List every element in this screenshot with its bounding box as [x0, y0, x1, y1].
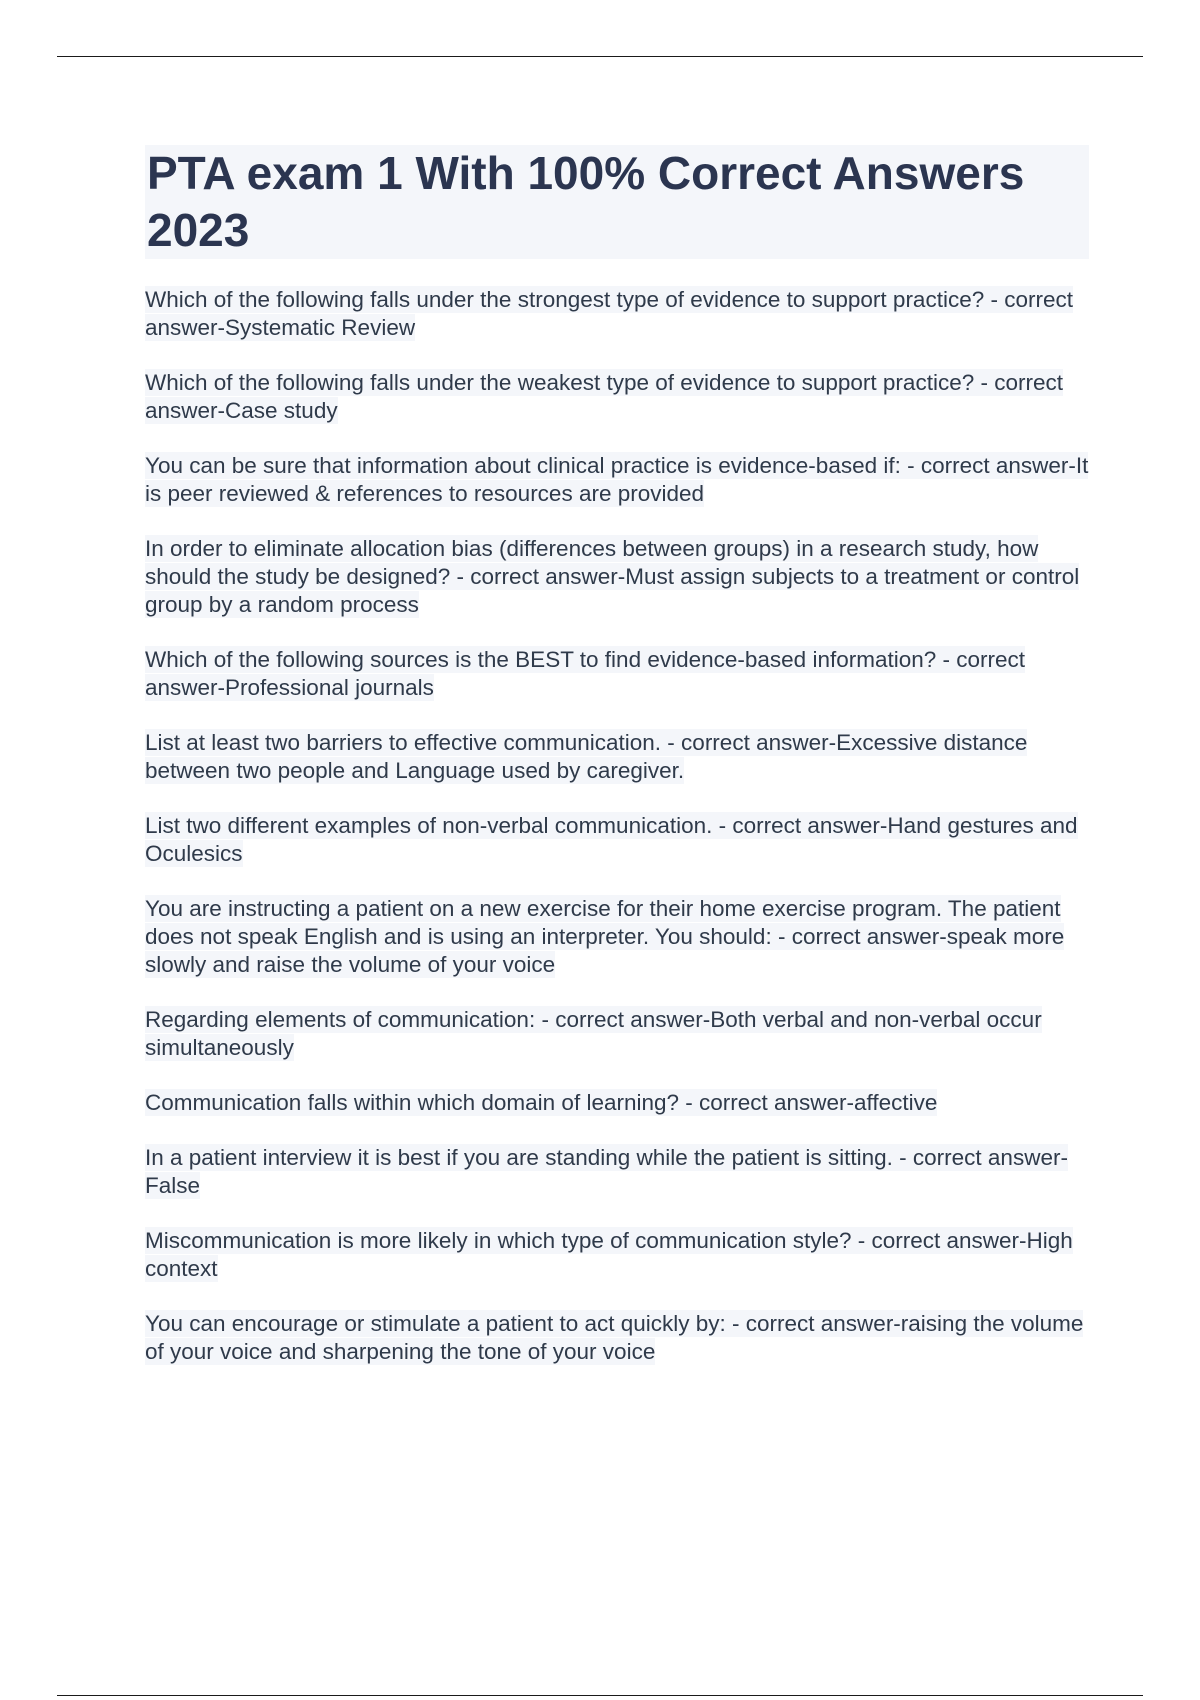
qa-item — [145, 369, 1095, 425]
qa-item-text: Regarding elements of communication: - correct answer-Both verbal and non-verbal occur simultaneously — [145, 1007, 1042, 1060]
qa-item-text: List two different examples of non-verbal communication. - correct answer-Hand gestures and Oculesics — [145, 813, 1078, 866]
qa-item — [145, 1227, 1095, 1283]
qa-item — [145, 812, 1095, 868]
qa-item — [145, 1310, 1095, 1366]
qa-item — [145, 535, 1095, 619]
qa-item — [145, 1144, 1095, 1200]
qa-item — [145, 895, 1095, 979]
qa-item — [145, 1006, 1095, 1062]
qa-item-text: You can encourage or stimulate a patient to act quickly by: - correct answer-raising the volume of your voice and sharpening the tone of your voice — [145, 1311, 1084, 1364]
qa-list — [145, 286, 1095, 1366]
bottom-rule — [57, 1695, 1143, 1696]
qa-item-text: You are instructing a patient on a new exercise for their home exercise program. The patient does not speak English and is using an interpreter. You should: - correct answer-speak more slowly and raise the volume of your voice — [145, 896, 1065, 977]
qa-item — [145, 646, 1095, 702]
document-body — [145, 145, 1095, 1393]
qa-item-text: In a patient interview it is best if you are standing while the patient is sitting. - correct answer-False — [145, 1145, 1068, 1198]
qa-item-text: List at least two barriers to effective communication. - correct answer-Excessive distance between two people and Language used by caregiver. — [145, 730, 1028, 783]
document-title: PTA exam 1 With 100% Correct Answers 2023 — [145, 145, 1089, 259]
qa-item-text: You can be sure that information about clinical practice is evidence-based if: - correct answer-It is peer reviewed & references to resources are provided — [145, 453, 1089, 506]
qa-item-text: Which of the following sources is the BEST to find evidence-based information? - correct answer-Professional journals — [145, 647, 1026, 700]
qa-item-text: Which of the following falls under the weakest type of evidence to support practice? - correct answer-Case study — [145, 370, 1063, 423]
qa-item — [145, 452, 1095, 508]
qa-item — [145, 286, 1095, 342]
qa-item — [145, 729, 1095, 785]
qa-item-text: Communication falls within which domain of learning? - correct answer-affective — [145, 1090, 938, 1115]
top-rule — [57, 56, 1143, 57]
qa-item-text: Miscommunication is more likely in which type of communication style? - correct answer-High context — [145, 1228, 1073, 1281]
qa-item — [145, 1089, 1095, 1117]
qa-item-text: Which of the following falls under the strongest type of evidence to support practice? - correct answer-Systematic Review — [145, 287, 1073, 340]
qa-item-text: In order to eliminate allocation bias (differences between groups) in a research study, how should the study be designed? - correct answer-Must assign subjects to a treatment or control group by a random process — [145, 536, 1080, 617]
